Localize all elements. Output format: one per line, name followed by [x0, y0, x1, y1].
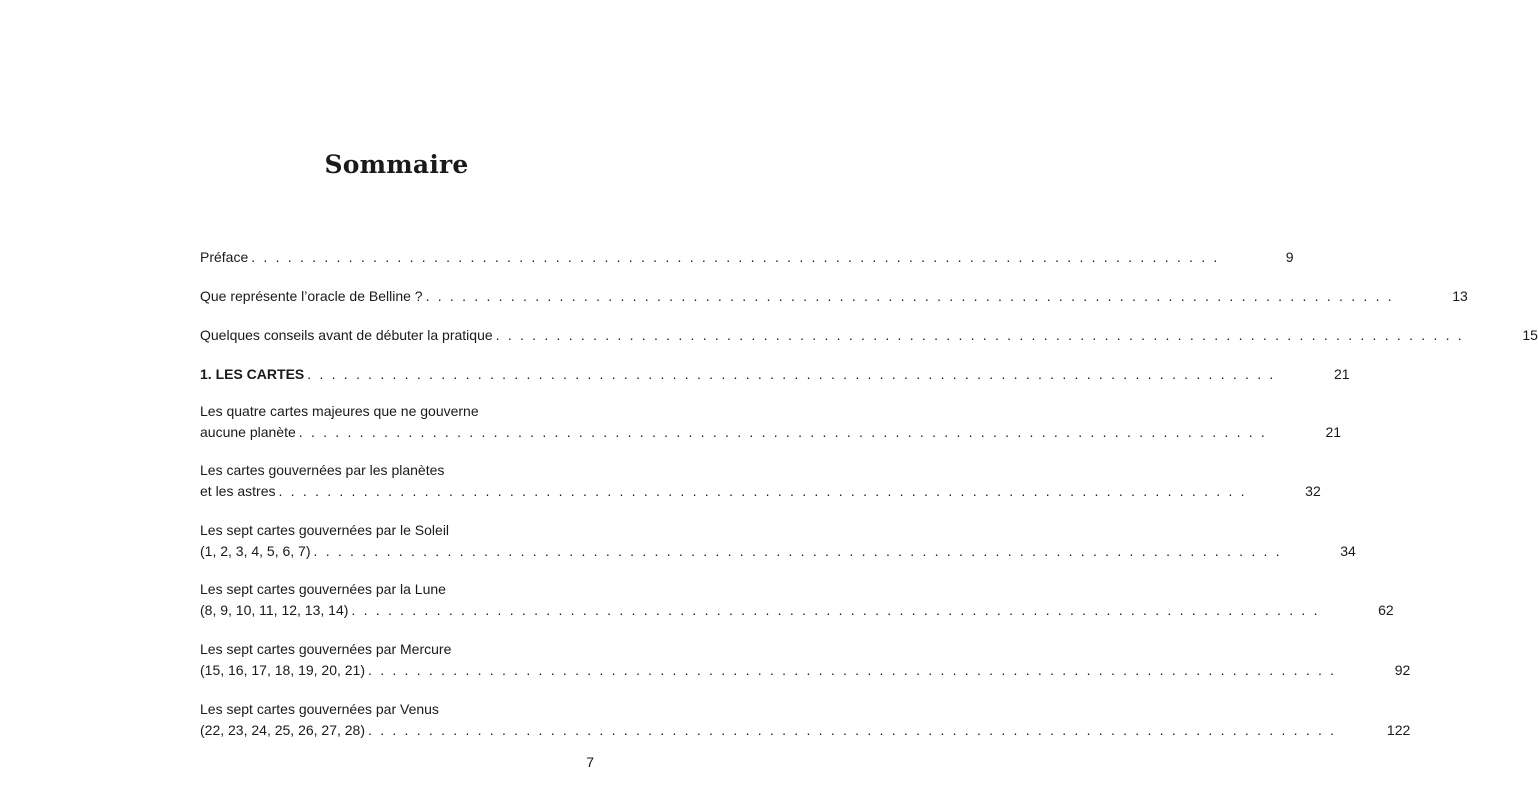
toc-page-number: 21 — [1333, 366, 1350, 382]
toc-entry-label: aucune planète — [200, 424, 296, 440]
toc-entry — [200, 286, 1468, 307]
dot-leader: . . . . . . . . . . . . . . . . . . . . . . . . . . . . . . . . . . . . . . . . . . . . . . . . . . . . . . . . . . . . . . . . . . . . . . . . . . . . . . . . — [495, 327, 1464, 343]
toc-entry — [200, 247, 1294, 268]
dot-leader: . . . . . . . . . . . . . . . . . . . . . . . . . . . . . . . . . . . . . . . . . . . . . . . . . . . . . . . . . . . . . . . . . . . . . . . . . . . . . . . . — [425, 288, 1394, 304]
page-number: 7 — [586, 754, 594, 770]
page-title: Sommaire — [324, 150, 469, 179]
dot-leader: . . . . . . . . . . . . . . . . . . . . . . . . . . . . . . . . . . . . . . . . . . . . . . . . . . . . . . . . . . . . . . . . . . . . . . . . . . . . . . . . — [298, 424, 1268, 440]
toc-section-heading: 1. LES CARTES — [200, 366, 305, 382]
toc-entry-line1: Les sept cartes gouvernées par la Lune — [200, 581, 446, 597]
dot-leader: . . . . . . . . . . . . . . . . . . . . . . . . . . . . . . . . . . . . . . . . . . . . . . . . . . . . . . . . . . . . . . . . . . . . . . . . . . . . . . . . — [251, 249, 1220, 265]
toc-entry-label: et les astres — [200, 483, 276, 499]
toc-entry-label: (1, 2, 3, 4, 5, 6, 7) — [200, 543, 311, 559]
toc-entry — [200, 639, 1411, 681]
dot-leader: . . . . . . . . . . . . . . . . . . . . . . . . . . . . . . . . . . . . . . . . . . . . . . . . . . . . . . . . . . . . . . . . . . . . . . . . . . . . . . . . — [278, 483, 1247, 499]
toc-entry — [200, 460, 1321, 502]
dot-leader: . . . . . . . . . . . . . . . . . . . . . . . . . . . . . . . . . . . . . . . . . . . . . . . . . . . . . . . . . . . . . . . . . . . . . . . . . . . . . . . . — [368, 722, 1337, 738]
toc-entry-line1: Les sept cartes gouvernées par Venus — [200, 701, 439, 717]
dot-leader: . . . . . . . . . . . . . . . . . . . . . . . . . . . . . . . . . . . . . . . . . . . . . . . . . . . . . . . . . . . . . . . . . . . . . . . . . . . . . . . . — [313, 543, 1282, 559]
toc-page-number: 122 — [1386, 722, 1411, 738]
toc-page-number: 21 — [1325, 424, 1342, 440]
dot-leader: . . . . . . . . . . . . . . . . . . . . . . . . . . . . . . . . . . . . . . . . . . . . . . . . . . . . . . . . . . . . . . . . . . . . . . . . . . . . . . . . — [368, 662, 1337, 678]
toc-page-number: 34 — [1340, 543, 1356, 559]
toc-page-number: 32 — [1305, 483, 1321, 499]
toc-entry-line1: Les sept cartes gouvernées par le Soleil — [200, 522, 450, 538]
toc-page-number: 15 — [1522, 327, 1538, 343]
toc-page-number: 9 — [1285, 249, 1294, 265]
toc-entry-line1: Les quatre cartes majeures que ne gouverne — [200, 403, 479, 419]
toc-page-number: 92 — [1394, 662, 1411, 678]
toc-page-number: 13 — [1452, 288, 1468, 304]
toc-entry-line1: Les sept cartes gouvernées par Mercure — [200, 641, 452, 657]
dot-leader: . . . . . . . . . . . . . . . . . . . . . . . . . . . . . . . . . . . . . . . . . . . . . . . . . . . . . . . . . . . . . . . . . . . . . . . . . . . . . . . . — [307, 366, 1276, 382]
toc-entry-label: Que représente l’oracle de Belline ? — [200, 288, 423, 304]
dot-leader: . . . . . . . . . . . . . . . . . . . . . . . . . . . . . . . . . . . . . . . . . . . . . . . . . . . . . . . . . . . . . . . . . . . . . . . . . . . . . . . . — [351, 602, 1320, 618]
toc-entry — [200, 325, 1538, 346]
toc-entry — [200, 699, 1411, 741]
toc-entry-label: (22, 23, 24, 25, 26, 27, 28) — [200, 722, 366, 738]
toc-entry-label: (15, 16, 17, 18, 19, 20, 21) — [200, 662, 366, 678]
toc-entry — [200, 364, 1350, 385]
toc-entry — [200, 520, 1356, 562]
toc-entry-label: (8, 9, 10, 11, 12, 13, 14) — [200, 602, 349, 618]
toc-entry — [200, 579, 1394, 621]
toc-entry-label: Préface — [200, 249, 249, 265]
toc-entry — [200, 401, 1342, 443]
toc-page-number: 62 — [1378, 602, 1394, 618]
toc-entry-line1: Les cartes gouvernées par les planètes — [200, 462, 445, 478]
toc-entry-label: Quelques conseils avant de débuter la pratique — [200, 327, 493, 343]
